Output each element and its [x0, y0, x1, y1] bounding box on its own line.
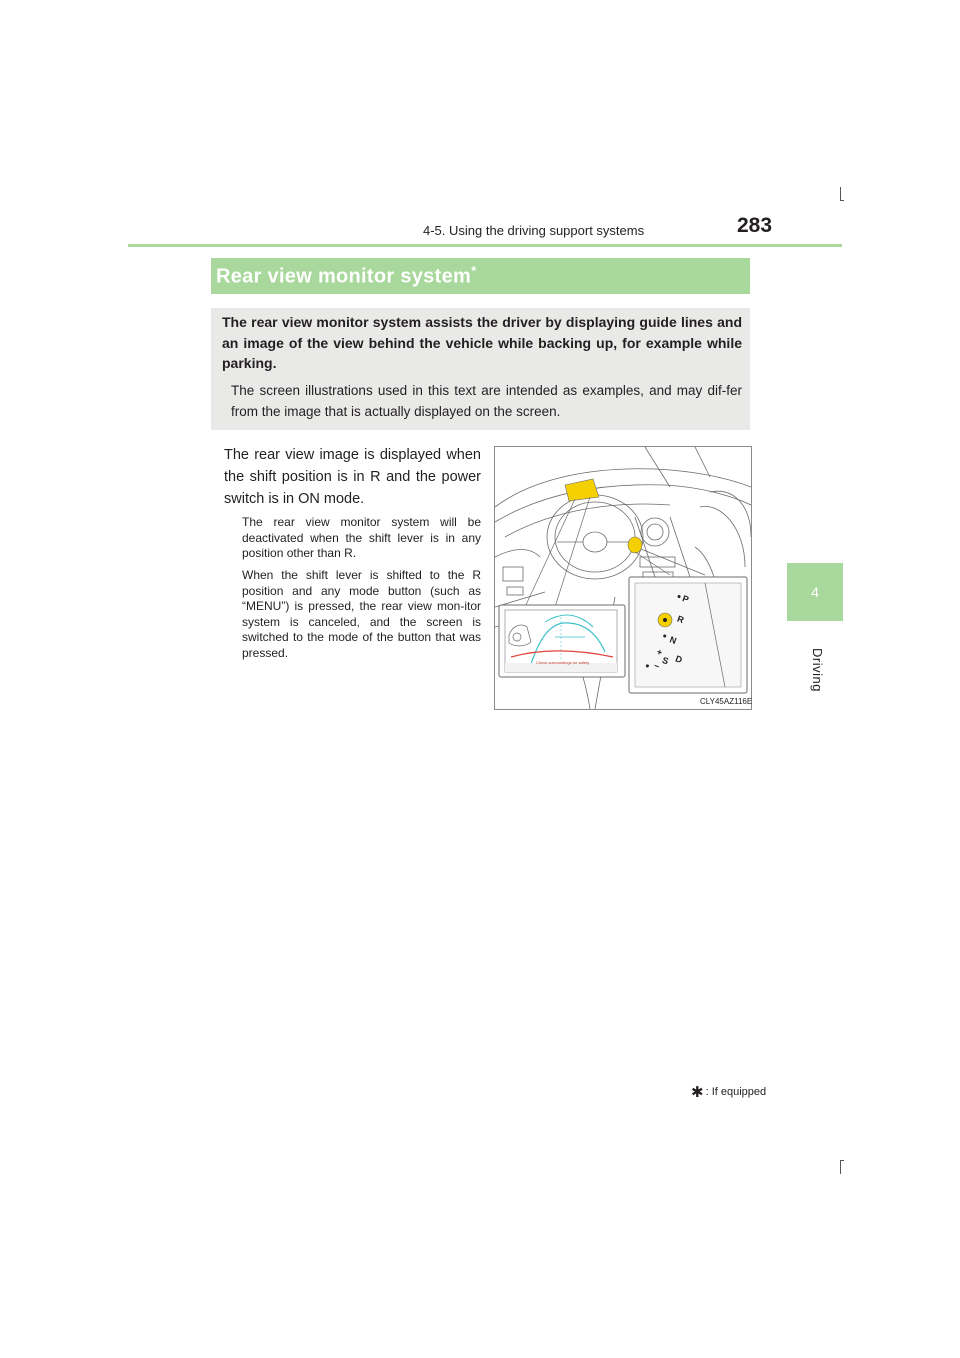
cockpit-drawing	[495, 447, 751, 709]
shift-label-plus: +	[655, 646, 664, 658]
intro-box	[211, 308, 750, 430]
equipped-asterisk: *	[471, 263, 477, 278]
cockpit-illustration	[494, 446, 752, 710]
crop-mark-bottom-foot	[840, 1160, 844, 1161]
crop-mark-top-foot	[840, 200, 844, 201]
chapter-tab	[787, 563, 843, 621]
intro-summary: The rear view monitor system assists the driver by displaying guide lines and an image of the view behind the vehicle while backing up, for example while parking.	[222, 314, 742, 371]
shift-gate-inset	[629, 577, 747, 693]
section-title	[216, 263, 476, 289]
display-highlight	[565, 479, 599, 501]
crop-mark-bottom	[840, 1160, 841, 1174]
shift-label-s: S	[660, 654, 670, 667]
footnote-if-equipped	[691, 1083, 767, 1101]
shift-label-d: D	[674, 653, 684, 666]
chapter-number: 4	[811, 584, 819, 600]
body-note-deactivation: The rear view monitor system will be deactivated when the shift lever is in any position other than R.	[242, 515, 481, 560]
header-rule	[128, 244, 842, 247]
body-paragraph: The rear view image is displayed when the shift position is in R and the power switch is in ON mode.	[224, 447, 481, 507]
crop-mark-top	[840, 187, 841, 201]
running-header-section: 4-5. Using the driving support systems	[423, 223, 645, 238]
shift-knob-highlight	[628, 537, 642, 553]
footnote-text: : If equipped	[705, 1086, 767, 1098]
footnote-asterisk-icon: ✱	[691, 1083, 704, 1101]
chapter-label: Driving	[810, 648, 825, 692]
image-code: CLY45AZ116E	[700, 697, 753, 706]
shift-label-minus: −	[652, 660, 661, 672]
shift-label-r: R	[675, 613, 686, 626]
shift-label-n: N	[668, 634, 678, 646]
page-number: 283	[737, 214, 773, 237]
body-note-mode-button: When the shift lever is shifted to the R position and any mode button (such as “MENU”) is pressed, the rear view mon-itor system is canceled, and the screen is switched to the mode of the button that was pressed.	[242, 568, 481, 660]
intro-note: The screen illustrations used in this text are intended as examples, and may dif-fer from the image that is actually displayed on the screen.	[231, 383, 742, 419]
shift-label-p: P	[681, 593, 691, 605]
section-title-text: Rear view monitor system	[216, 265, 472, 288]
section-title-bar	[211, 258, 750, 294]
monitor-safety-message: Check surroundings for safety.	[536, 660, 590, 665]
monitor-inset	[499, 605, 625, 677]
